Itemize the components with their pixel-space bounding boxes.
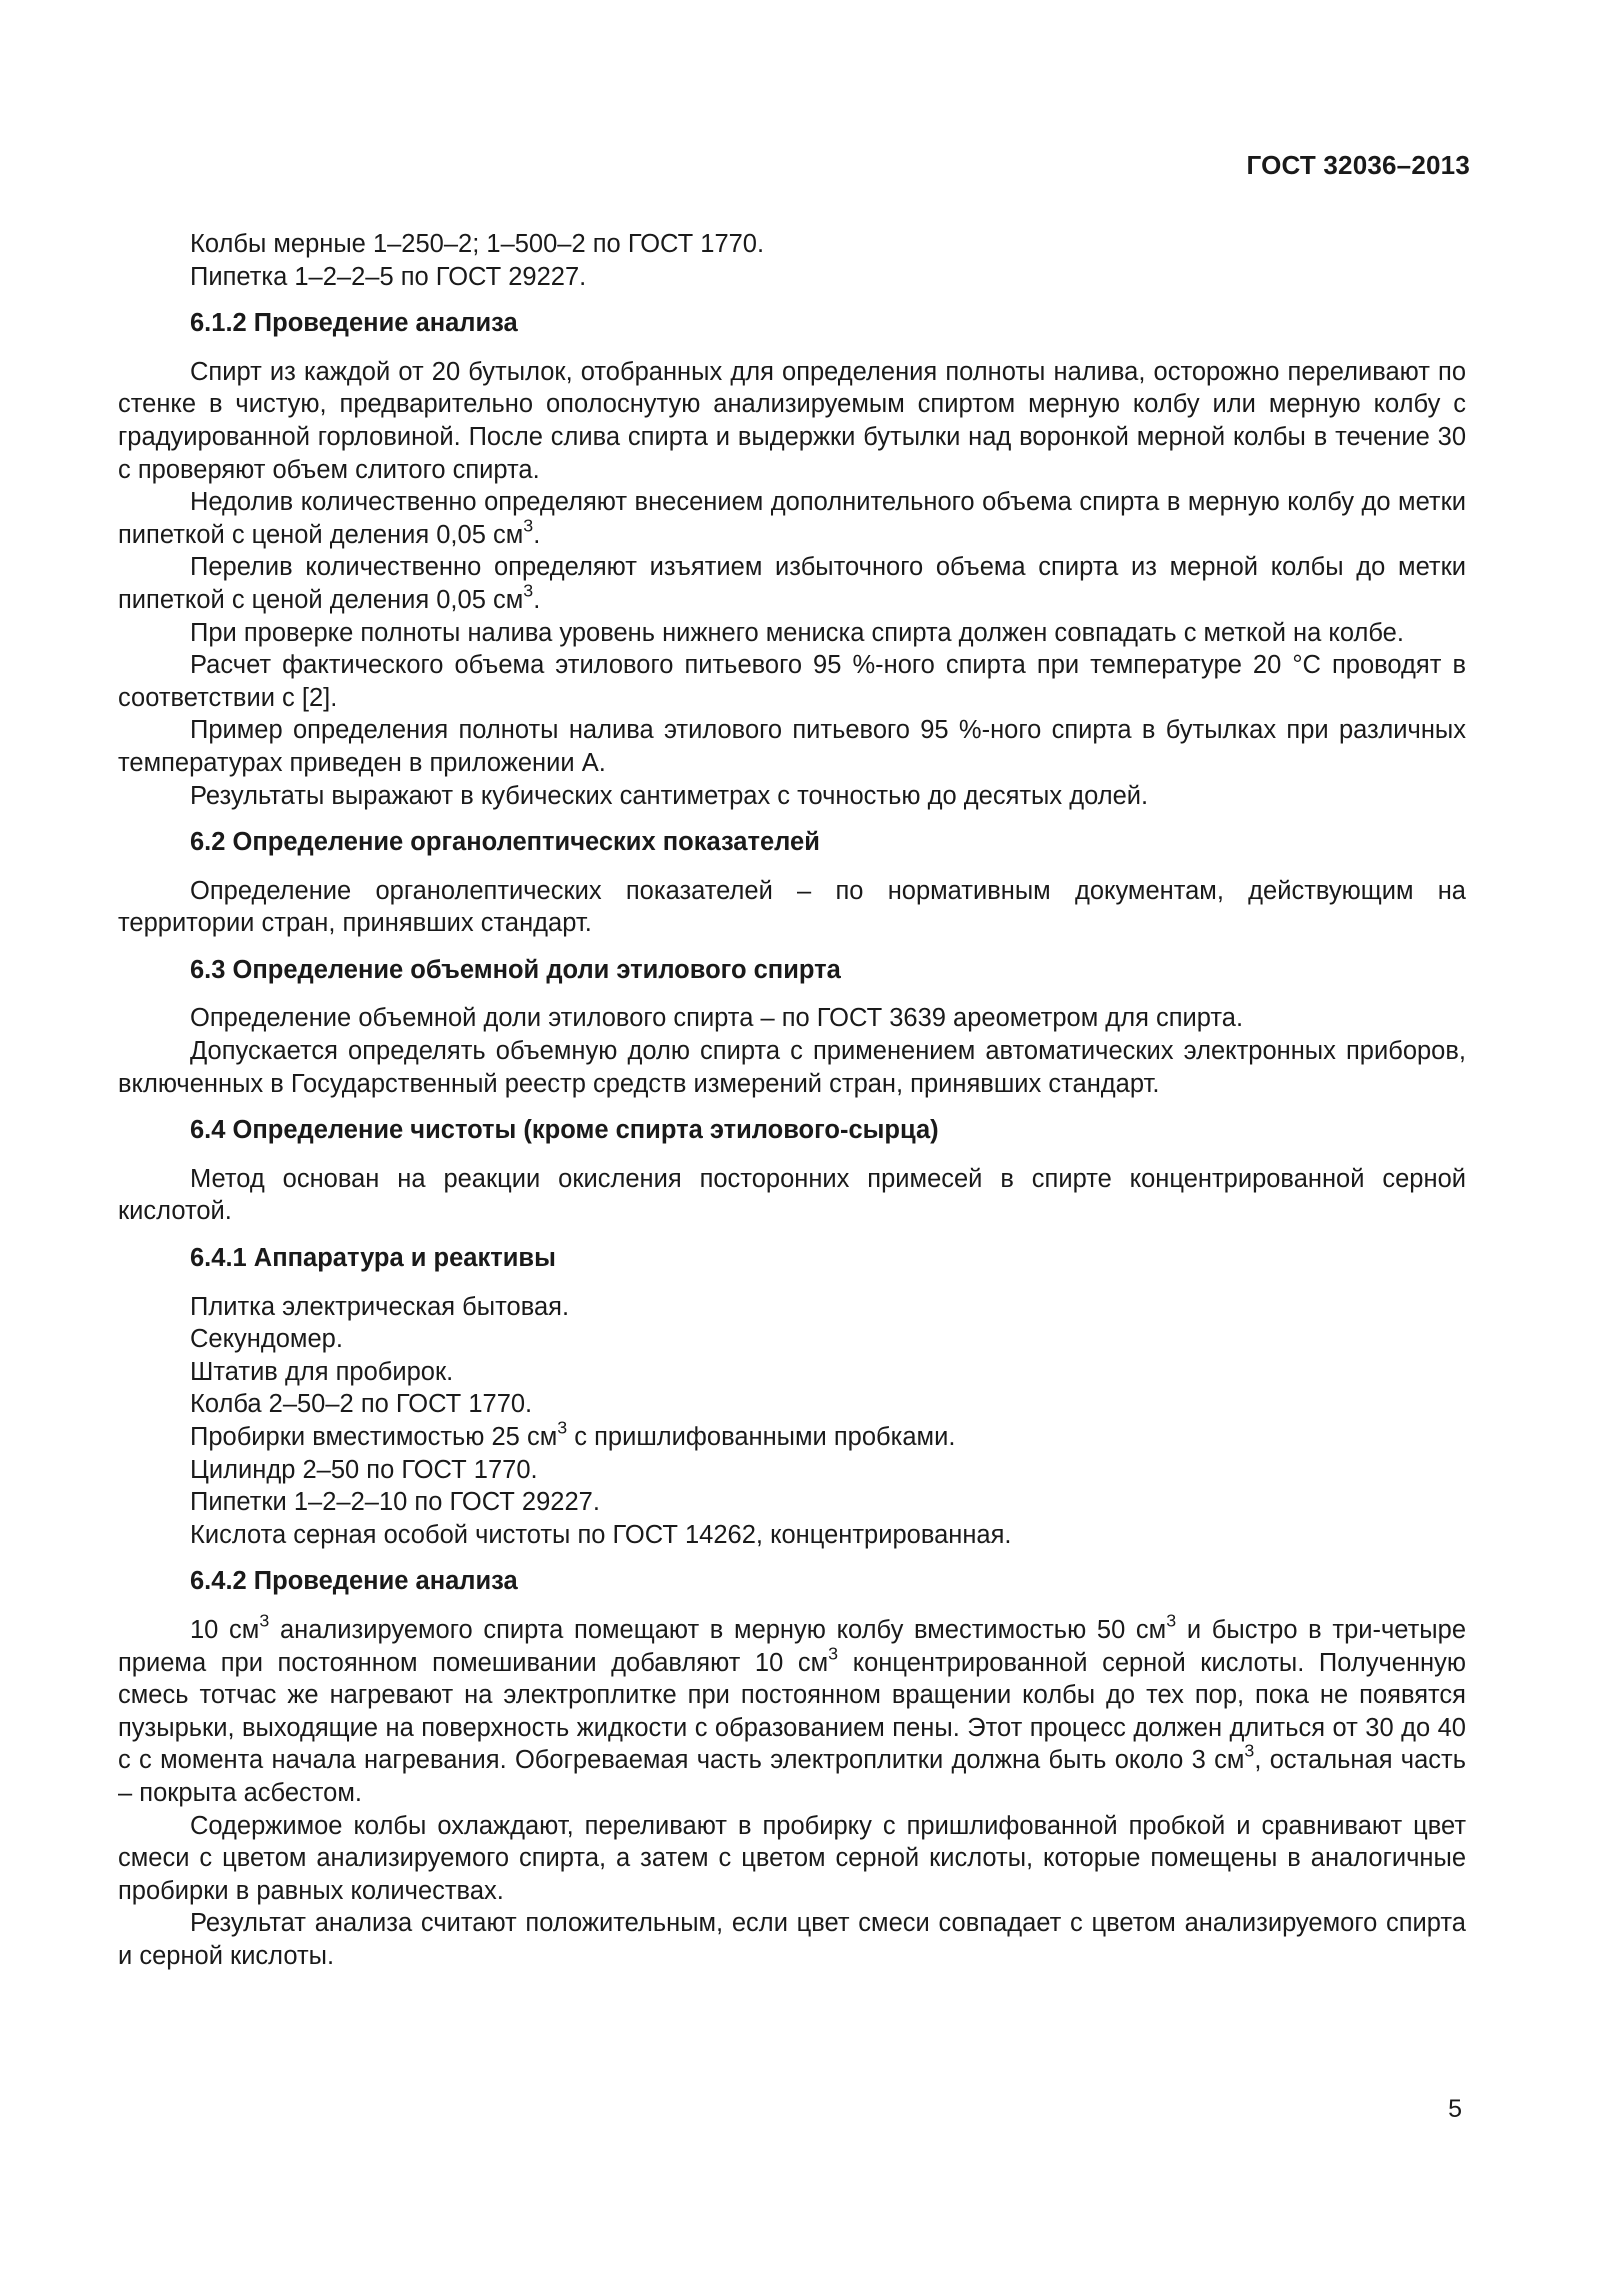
- section-heading-6-1-2: 6.1.2 Проведение анализа: [190, 309, 518, 338]
- list-item: Штатив для пробирок.: [190, 1357, 454, 1386]
- paragraph: Допускается определять объемную долю спирта с применением автоматических электронных приборов, включенных в Государственный реестр средств измерений стран, принявших стандарт.: [118, 1037, 1466, 1098]
- paragraph: Расчет фактического объема этилового питьевого 95 %-ного спирта при температуре 20 °С проводят в соответствии с [2].: [118, 651, 1466, 712]
- paragraph: Определение объемной доли этилового спирта – по ГОСТ 3639 ареометром для спирта.: [190, 1004, 1244, 1033]
- list-item: Цилиндр 2–50 по ГОСТ 1770.: [190, 1455, 538, 1484]
- paragraph: Результаты выражают в кубических сантиметрах с точностью до десятых долей.: [190, 781, 1149, 810]
- paragraph: Результат анализа считают положительным, если цвет смеси совпадает с цветом анализируемого спирта и серной кислоты.: [118, 1909, 1466, 1970]
- paragraph: При проверке полноты налива уровень нижнего мениска спирта должен совпадать с меткой на колбе.: [190, 618, 1404, 647]
- document-body: [118, 228, 1466, 1973]
- section-heading-6-4-1: 6.4.1 Аппаратура и реактивы: [190, 1244, 556, 1273]
- section-heading-6-4-2: 6.4.2 Проведение анализа: [190, 1567, 518, 1596]
- page-number: 5: [1448, 2095, 1462, 2123]
- paragraph: Спирт из каждой от 20 бутылок, отобранных для определения полноты налива, осторожно переливают по стенке в чистую, предварительно ополоснутую анализируемым спиртом мерную колбу или мерную колбу с градуированной горловиной. После слива спирта и выдержки бутылки над воронкой мерной колбы в течение 30 с проверяют объем слитого спирта.: [118, 357, 1466, 484]
- list-item: Пипетки 1–2–2–10 по ГОСТ 29227.: [190, 1488, 600, 1517]
- list-item: Секундомер.: [190, 1325, 343, 1354]
- paragraph: Перелив количественно определяют изъятием избыточного объема спирта из мерной колбы до метки пипеткой с ценой деления 0,05 $см^3$.: [118, 553, 1466, 614]
- list-item: Плитка электрическая бытовая.: [190, 1292, 570, 1321]
- paragraph: 10 $см^3$ анализируемого спирта помещают в мерную колбу вместимостью 50 $см^3$ и быстро в три-четыре приема при постоянном помешивании добавляют 10 $см^3$ концентрированной серной кислоты. Полученную смесь тотчас же нагревают на электроплитке при постоянном вращении колбы до тех пор, пока не появятся пузырьки, выходящие на поверхность жидкости с образованием пены. Этот процесс должен длиться от 30 до 40 с с момента начала нагревания. Обогреваемая часть электроплитки должна быть около 3 $см^3$, остальная часть – покрыта асбестом.: [118, 1610, 1466, 1807]
- paragraph: Пример определения полноты налива этилового питьевого 95 %-ного спирта в бутылках при различных температурах приведен в приложении А.: [118, 716, 1466, 777]
- equipment-line: Пипетка 1–2–2–5 по ГОСТ 29227.: [190, 262, 587, 291]
- paragraph: Метод основан на реакции окисления посторонних примесей в спирте концентрированной серной кислотой.: [118, 1164, 1466, 1226]
- list-item: Колба 2–50–2 по ГОСТ 1770.: [190, 1390, 533, 1419]
- paragraph: Недолив количественно определяют внесением дополнительного объема спирта в мерную колбу до метки пипеткой с ценой деления 0,05 $см^3$.: [118, 488, 1466, 549]
- equipment-line: Колбы мерные 1–250–2; 1–500–2 по ГОСТ 1770.: [190, 230, 765, 258]
- paragraph: Содержимое колбы охлаждают, переливают в пробирку с пришлифованной пробкой и сравнивают цвет смеси с цветом анализируемого спирта, а затем с цветом серной кислоты, которые помещены в аналогичные пробирки в равных количествах.: [118, 1811, 1466, 1905]
- list-item: Кислота серная особой чистоты по ГОСТ 14262, концентрированная.: [190, 1520, 1012, 1549]
- list-item: Пробирки вместимостью 25 $см^3$ с пришлифованными пробками.: [190, 1417, 956, 1451]
- document-header: ГОСТ 32036–2013: [1246, 150, 1470, 180]
- section-heading-6-2: 6.2 Определение органолептических показателей: [190, 828, 820, 857]
- section-heading-6-3: 6.3 Определение объемной доли этилового спирта: [190, 955, 841, 984]
- paragraph: Определение органолептических показателей – по нормативным документам, действующим на территории стран, принявших стандарт.: [118, 876, 1466, 938]
- section-heading-6-4: 6.4 Определение чистоты (кроме спирта этилового-сырца): [190, 1116, 939, 1145]
